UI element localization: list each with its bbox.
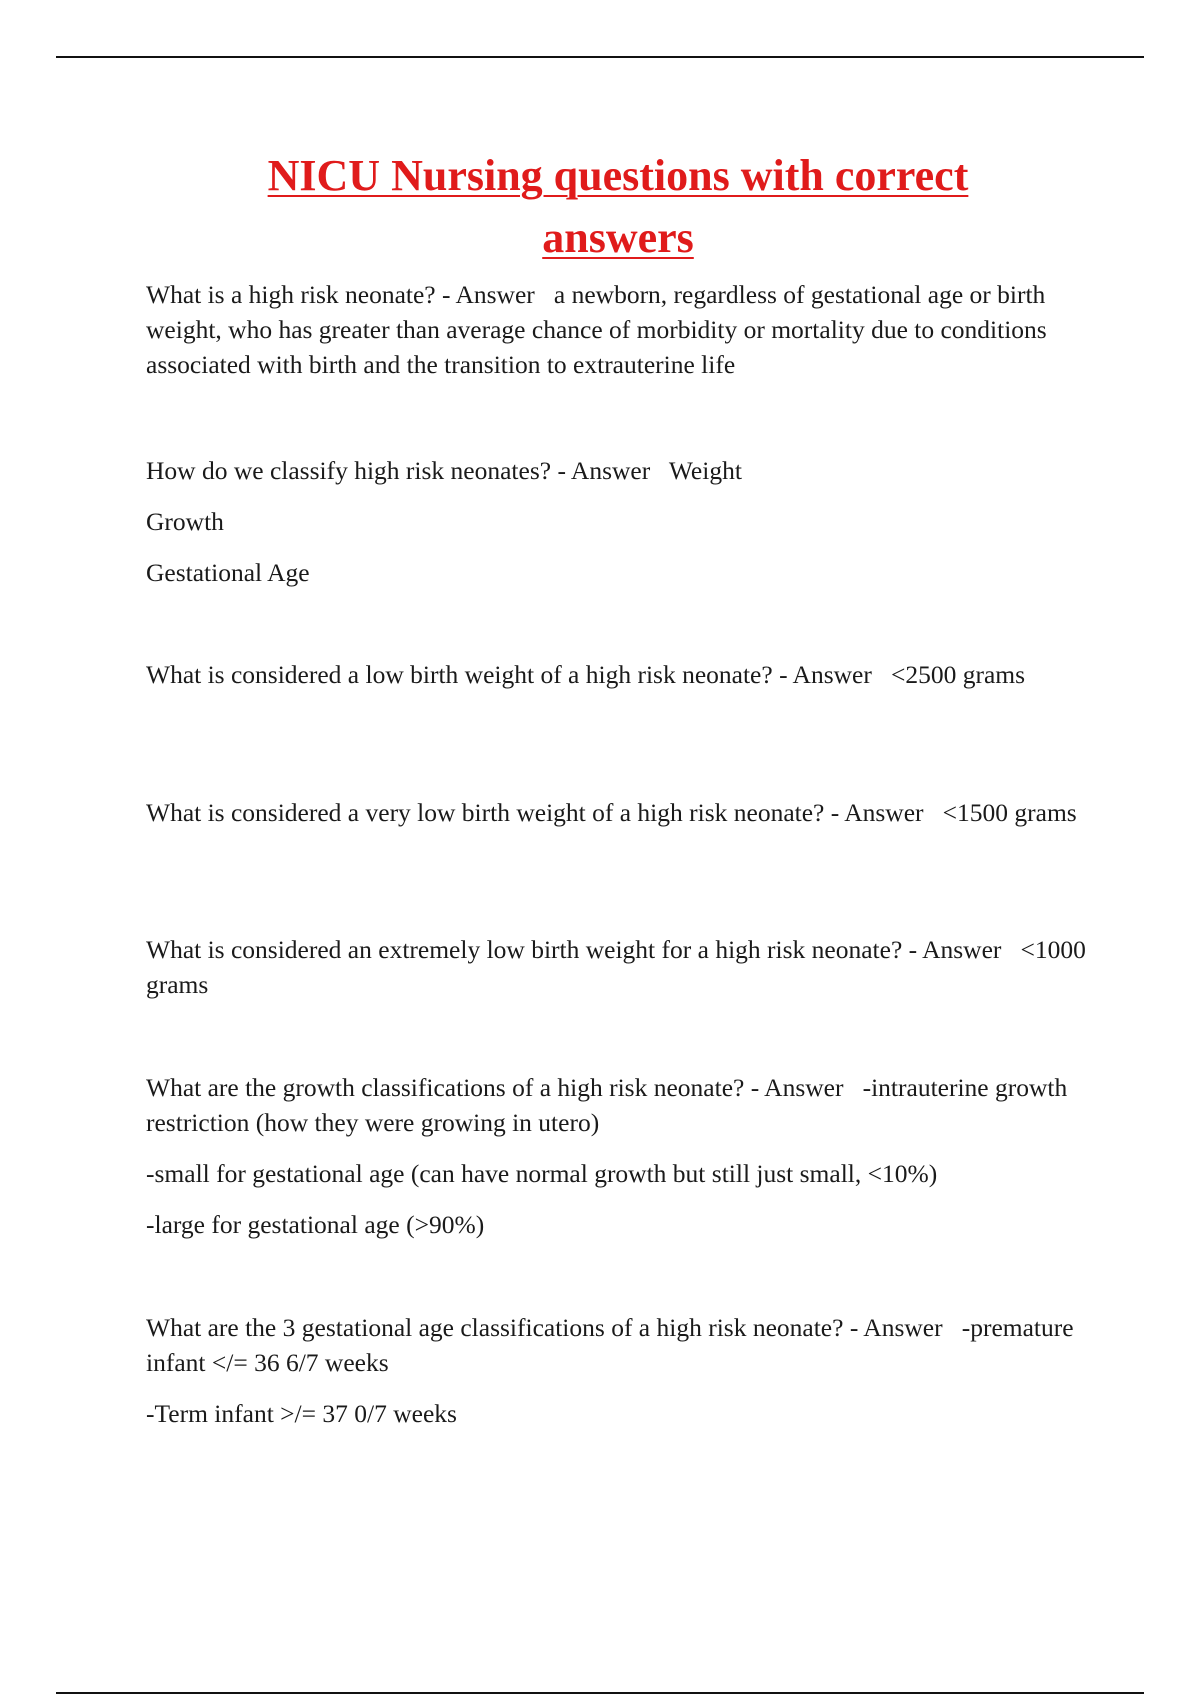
question-text: What are the 3 gestational age classifications of a high risk neonate? - Answer: [146, 1313, 943, 1342]
qa-entry-2: [146, 453, 1096, 590]
answer-text: -premature infant </= 36 6/7 weeks: [146, 1313, 1074, 1377]
qa-entry-text: [146, 1070, 1096, 1140]
qa-entry-3: [146, 657, 1096, 692]
qa-entry-5: [146, 932, 1096, 1002]
qa-entry-6: [146, 1070, 1096, 1242]
answer-extra-line: Gestational Age: [146, 558, 310, 587]
document-title-line-1: NICU Nursing questions with correct: [267, 151, 969, 200]
qa-entry-7: [146, 1310, 1096, 1431]
qa-entry-text: [146, 277, 1096, 382]
question-text: How do we classify high risk neonates? - Answer: [146, 456, 651, 485]
qa-entry-text: [146, 1310, 1096, 1380]
qa-entry-text: [146, 795, 1096, 830]
qa-entry-text: [146, 932, 1096, 1002]
answer-extra-line: -large for gestational age (>90%): [146, 1210, 485, 1239]
answer-text: <2500 grams: [890, 660, 1026, 689]
answer-text: Weight: [668, 456, 742, 485]
question-text: What is considered a low birth weight of a high risk neonate? - Answer: [146, 660, 872, 689]
document-title: [0, 145, 1200, 269]
header-rule: [56, 56, 1144, 58]
answer-text: <1500 grams: [942, 798, 1077, 827]
qa-entry-text: [146, 657, 1096, 692]
document-title-line-2: answers: [542, 213, 694, 262]
question-text: What is considered a very low birth weight of a high risk neonate? - Answer: [146, 798, 924, 827]
question-text: What are the growth classifications of a high risk neonate? - Answer: [146, 1073, 844, 1102]
answer-text: <1000 grams: [146, 935, 1086, 999]
answer-text: -intrauterine growth restriction (how they were growing in utero): [146, 1073, 1068, 1137]
answer-extra-line: -small for gestational age (can have normal growth but still just small, <10%): [146, 1159, 938, 1188]
qa-entry-4: [146, 795, 1096, 830]
qa-entry-text: [146, 453, 1096, 488]
answer-extra-line: -Term infant >/= 37 0/7 weeks: [146, 1399, 457, 1428]
qa-entry-1: [146, 277, 1096, 382]
answer-extra-line: Growth: [146, 507, 224, 536]
answer-text: a newborn, regardless of gestational age or birth weight, who has greater than average chance of morbidity or mortality due to conditions associated with birth and the transition to extrauterine life: [146, 280, 1047, 379]
question-text: What is a high risk neonate? - Answer: [146, 280, 535, 309]
footer-rule: [56, 1692, 1144, 1694]
question-text: What is considered an extremely low birth weight for a high risk neonate? - Answer: [146, 935, 1002, 964]
